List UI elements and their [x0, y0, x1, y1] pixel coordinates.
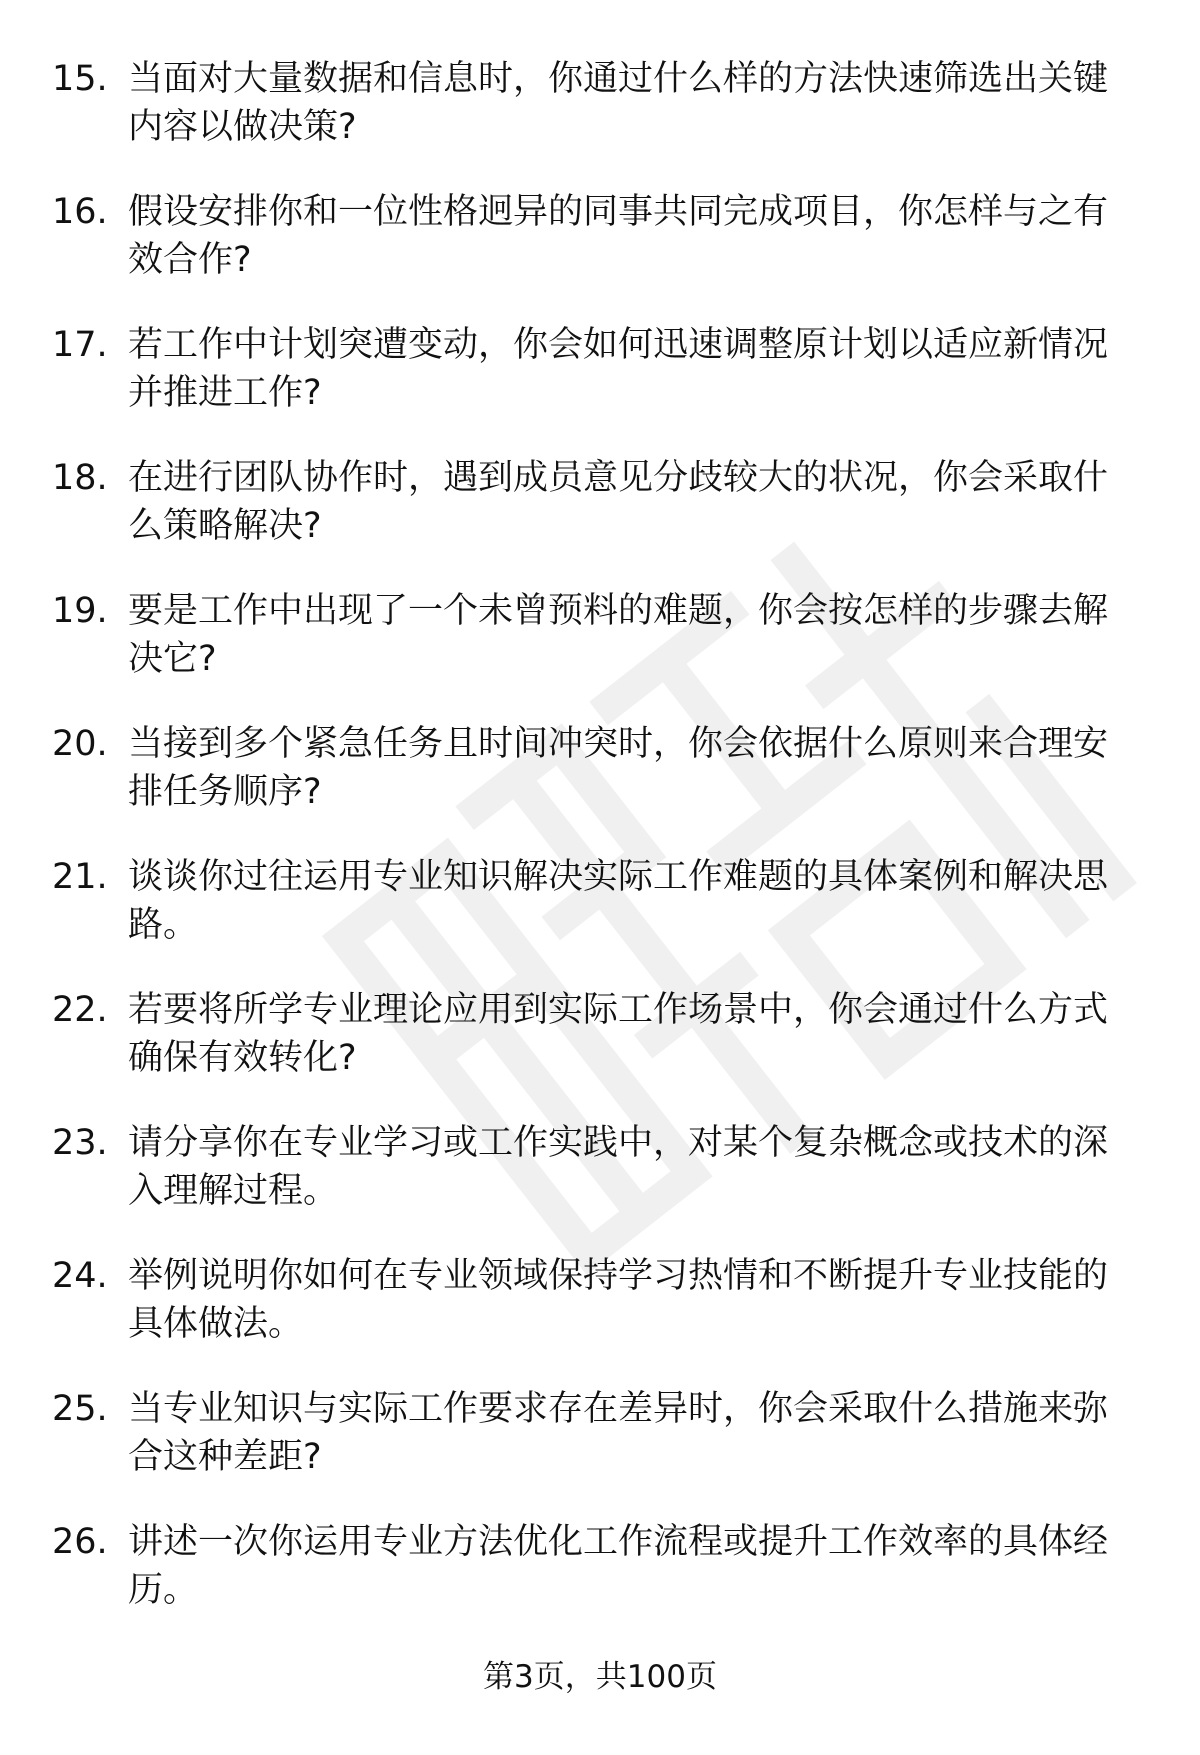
question-item: [52, 55, 1147, 188]
question-text: 谈谈你过往运用专业知识解决实际工作难题的具体案例和解决思路。: [128, 857, 1109, 945]
question-number: 16.: [52, 192, 108, 232]
question-text: 当专业知识与实际工作要求存在差异时，你会采取什么措施来弥合这种差距?: [128, 1389, 1109, 1477]
question-text: 若工作中计划突遭变动，你会如何迅速调整原计划以适应新情况并推进工作?: [128, 325, 1109, 413]
question-item: [52, 986, 1147, 1119]
question-item: [52, 720, 1147, 853]
question-item: [52, 853, 1147, 986]
question-text: 若要将所学专业理论应用到实际工作场景中，你会通过什么方式确保有效转化?: [128, 990, 1109, 1078]
question-text: 假设安排你和一位性格迥异的同事共同完成项目，你怎样与之有效合作?: [128, 192, 1109, 280]
question-list: [52, 55, 1147, 1651]
question-item: [52, 1518, 1147, 1651]
question-text: 当接到多个紧急任务且时间冲突时，你会依据什么原则来合理安排任务顺序?: [128, 724, 1109, 812]
question-text: 在进行团队协作时，遇到成员意见分歧较大的状况，你会采取什么策略解决?: [128, 458, 1109, 546]
question-text: 要是工作中出现了一个未曾预料的难题，你会按怎样的步骤去解决它?: [128, 591, 1109, 679]
question-number: 24.: [52, 1256, 108, 1296]
question-number: 18.: [52, 458, 108, 498]
question-number: 19.: [52, 591, 108, 631]
question-item: [52, 1385, 1147, 1518]
question-number: 15.: [52, 59, 108, 99]
question-text: 当面对大量数据和信息时，你通过什么样的方法快速筛选出关键内容以做决策?: [128, 59, 1109, 147]
question-number: 26.: [52, 1522, 108, 1562]
question-text: 举例说明你如何在专业领域保持学习热情和不断提升专业技能的具体做法。: [128, 1256, 1109, 1344]
question-number: 17.: [52, 325, 108, 365]
question-number: 25.: [52, 1389, 108, 1429]
question-item: [52, 1252, 1147, 1385]
question-text: 讲述一次你运用专业方法优化工作流程或提升工作效率的具体经历。: [128, 1522, 1109, 1610]
question-item: [52, 188, 1147, 321]
question-number: 22.: [52, 990, 108, 1030]
question-item: [52, 1119, 1147, 1252]
question-number: 23.: [52, 1123, 108, 1163]
page-footer: 第3页，共100页: [483, 1659, 717, 1695]
question-item: [52, 321, 1147, 454]
question-number: 21.: [52, 857, 108, 897]
question-item: [52, 454, 1147, 587]
question-item: [52, 587, 1147, 720]
question-text: 请分享你在专业学习或工作实践中，对某个复杂概念或技术的深入理解过程。: [128, 1123, 1109, 1211]
question-number: 20.: [52, 724, 108, 764]
